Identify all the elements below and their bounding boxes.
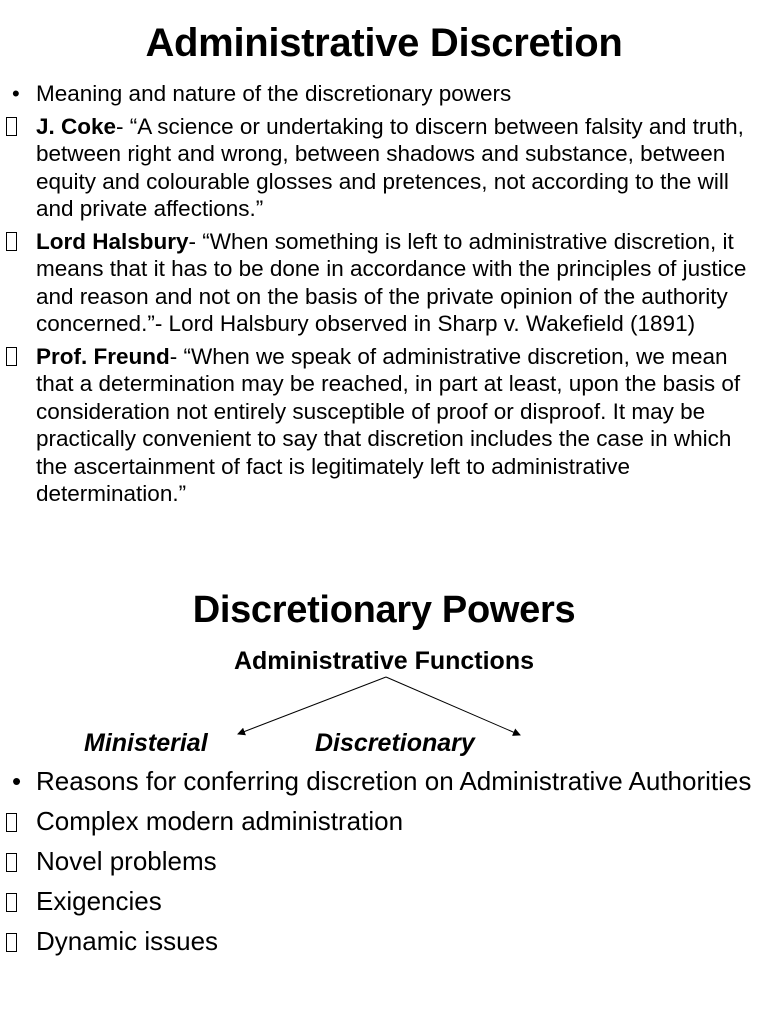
quote-text: - “When something is left to administrative discretion, it means that it has to be done in accordance with the principles of justice and reason and not on the basis of the private opinion of the authority concerned.”- Lord Halsbury observed in Sharp v. Wakefield (1891) — [36, 228, 747, 336]
arrow-to-ministerial — [238, 677, 386, 734]
slide-discretionary-powers — [0, 560, 768, 1024]
arrow-to-discretionary — [386, 677, 520, 735]
list-item — [0, 924, 768, 958]
box-bullet-icon — [6, 844, 26, 878]
bullet-icon: • — [12, 81, 20, 106]
list-item — [0, 228, 768, 338]
box-bullet-icon — [6, 884, 26, 918]
slide-title: Administrative Discretion — [145, 21, 623, 65]
list-item-text: Complex modern administration — [36, 806, 404, 836]
diagram-root-label: Administrative Functions — [233, 647, 535, 675]
list-item — [0, 884, 768, 918]
list-item-text: Exigencies — [36, 886, 162, 916]
quote-author: J. Coke — [36, 113, 117, 139]
box-bullet-icon — [6, 343, 26, 371]
list-item — [0, 343, 768, 508]
bullet-list — [0, 80, 768, 508]
bullet-list — [0, 764, 768, 958]
list-item — [0, 804, 768, 838]
list-item-text: Dynamic issues — [36, 926, 219, 956]
list-item-text: Novel problems — [36, 846, 217, 876]
functions-diagram — [0, 638, 768, 758]
quote-author: Prof. Freund — [36, 343, 170, 369]
box-bullet-icon — [6, 228, 26, 256]
list-item — [0, 80, 768, 108]
list-item-text: Meaning and nature of the discretionary powers — [36, 81, 512, 106]
diagram-right-label: Discretionary — [315, 729, 475, 757]
list-item — [0, 844, 768, 878]
quote-text: - “When we speak of administrative discretion, we mean that a determination may be reached, in part at least, upon the basis of consideration not entirely susceptible of proof or disproof. It may be practically convenient to say that discretion includes the case in which the ascertainment of fact is legitimately left to administrative determination.” — [36, 343, 741, 506]
box-bullet-icon — [6, 113, 26, 141]
slide-title: Discretionary Powers — [192, 589, 576, 631]
list-item — [0, 113, 768, 223]
box-bullet-icon — [6, 804, 26, 838]
bullet-icon: • — [12, 766, 22, 796]
box-bullet-icon — [6, 924, 26, 958]
quote-author: Lord Halsbury — [36, 228, 189, 254]
list-item-text: Reasons for conferring discretion on Administrative Authorities — [36, 766, 752, 796]
diagram-left-label: Ministerial — [84, 729, 208, 757]
list-item — [0, 764, 768, 798]
quote-text: - “A science or undertaking to discern between falsity and truth, between right and wrong, between shadows and substance, between equity and colourable glosses and pretences, not according to the will and private affections.” — [36, 113, 744, 221]
